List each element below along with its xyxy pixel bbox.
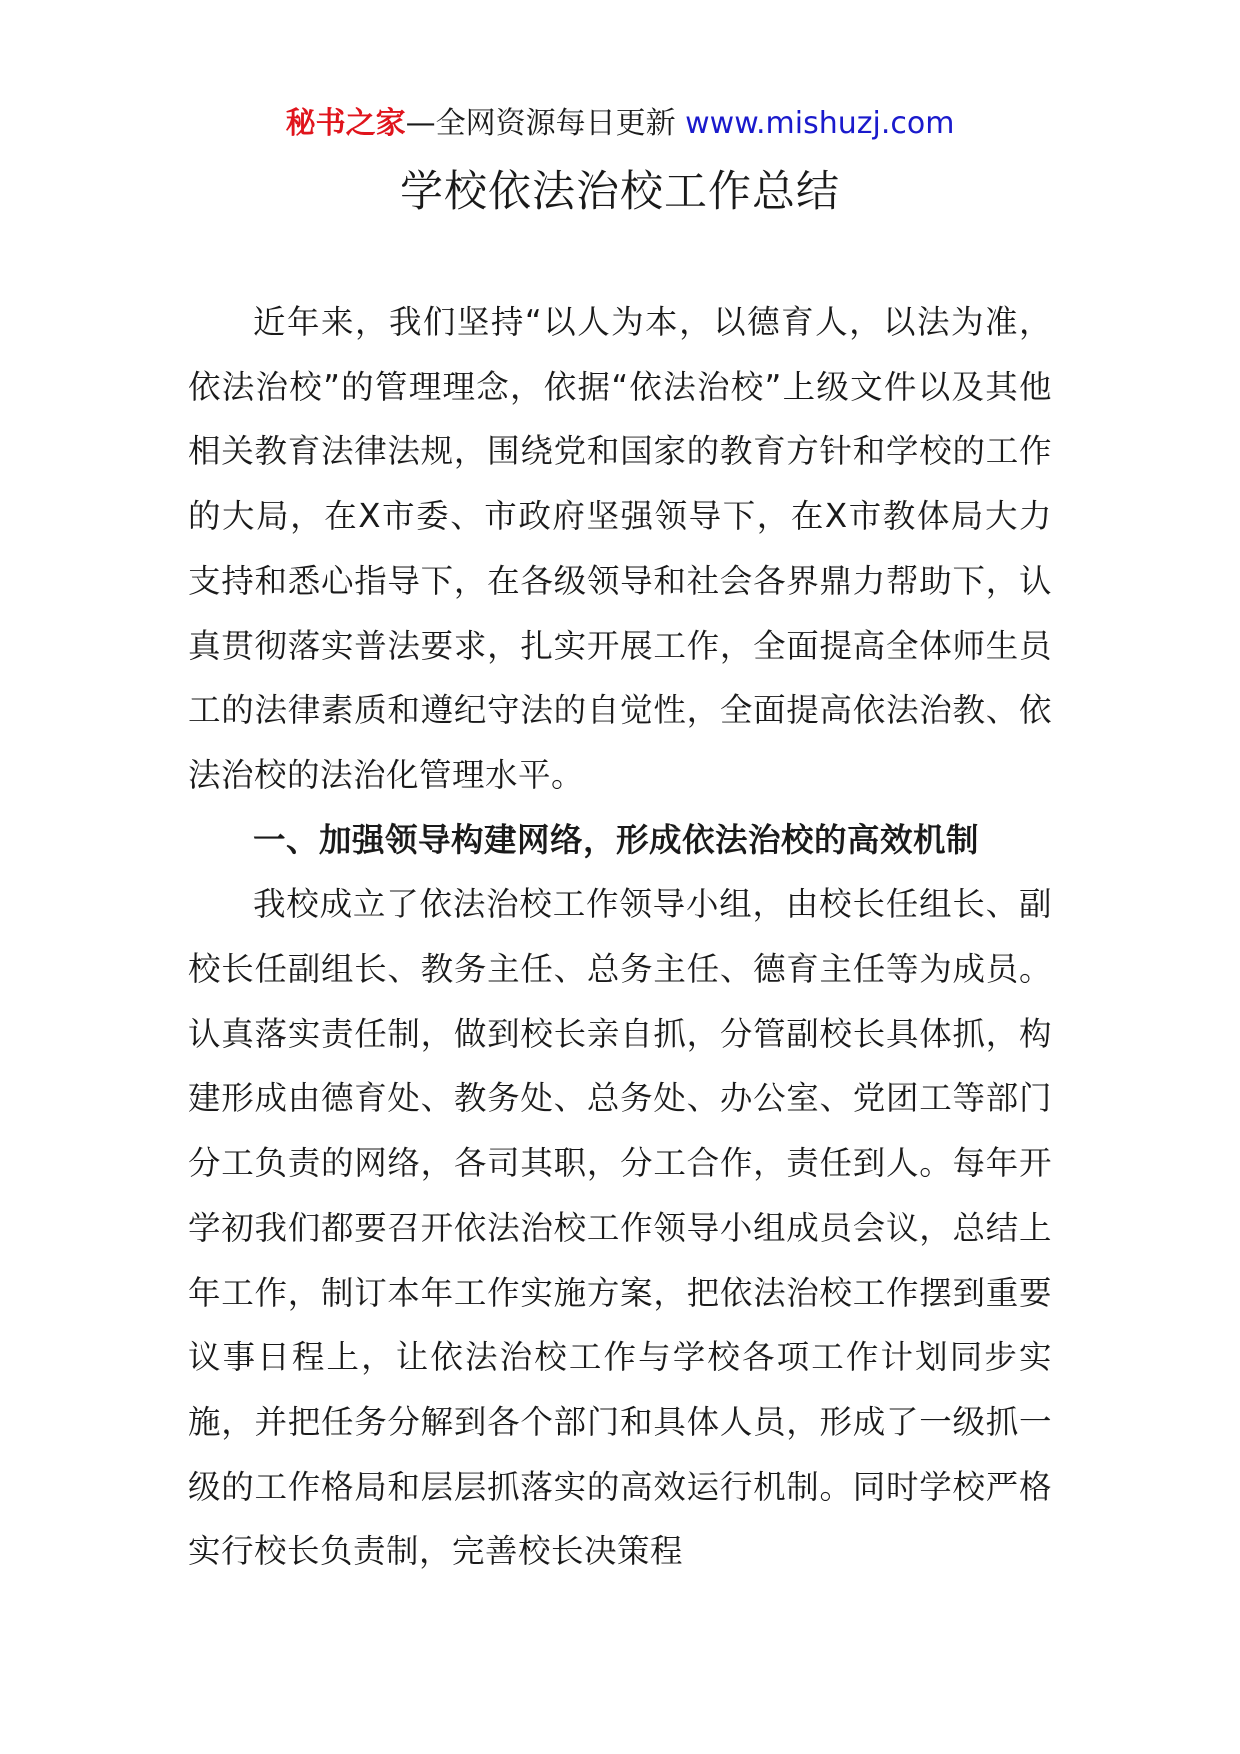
site-url-link[interactable]: www.mishuzj.com: [685, 106, 955, 141]
header-tagline: —全网资源每日更新: [405, 106, 686, 141]
section-1-paragraph: 我校成立了依法治校工作领导小组，由校长任组长、副校长任副组长、教务主任、总务主任、德育主任等为成员。认真落实责任制，做到校长亲自抓，分管副校长具体抓，构建形成由德育处、教务处、总务处、办公室、党团工等部门分工负责的网络，各司其职，分工合作，责任到人。每年开学初我们都要召开依法治校工作领导小组成员会议，总结上年工作，制订本年工作实施方案，把依法治校工作摆到重要议事日程上，让依法治校工作与学校各项工作计划同步实施，并把任务分解到各个部门和具体人员，形成了一级抓一级的工作格局和层层抓落实的高效运行机制。同时学校严格实行校长负责制，完善校长决策程: [188, 885, 1052, 1571]
section-heading-1: 一、加强领导构建网络，形成依法治校的高效机制: [253, 820, 980, 859]
document-body: [188, 290, 1052, 1584]
document-title: 学校依法治校工作总结: [400, 167, 840, 217]
brand-name: 秘书之家: [285, 106, 406, 141]
site-header: [0, 100, 1240, 148]
intro-paragraph: 近年来，我们坚持“以人为本，以德育人，以法为准，依法治校”的管理理念，依据“依法治校”上级文件以及其他相关教育法律法规，围绕党和国家的教育方针和学校的工作的大局，在X市委、市政府坚强领导下，在X市教体局大力支持和悉心指导下，在各级领导和社会各界鼎力帮助下，认真贯彻落实普法要求，扎实开展工作，全面提高全体师生员工的法律素质和遵纪守法的自觉性，全面提高依法治教、依法治校的法治化管理水平。: [188, 303, 1052, 794]
